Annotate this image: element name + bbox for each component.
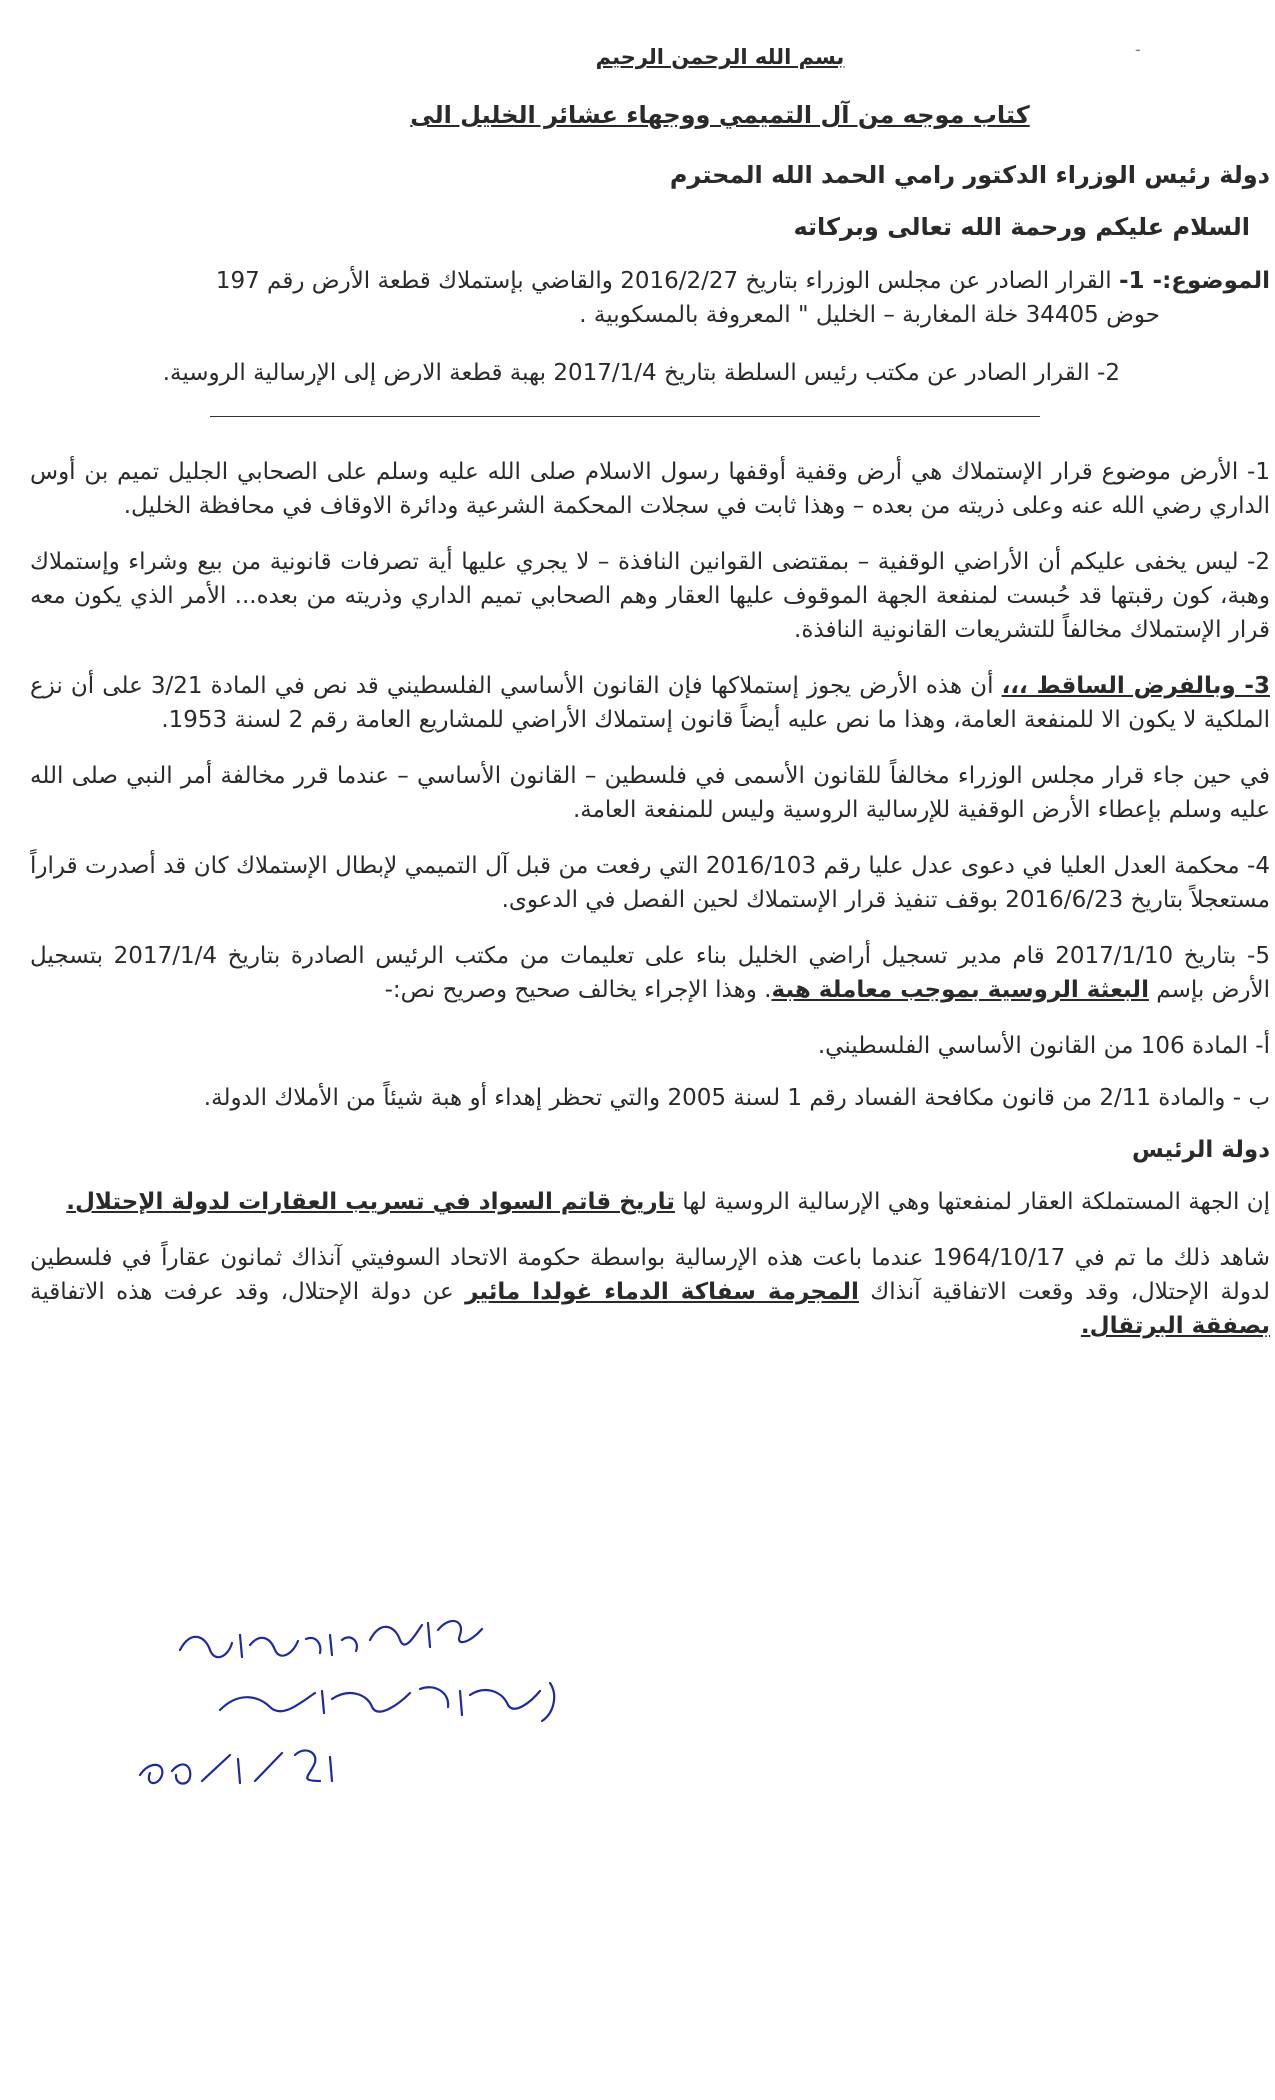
subject-item-2: 2- القرار الصادر عن مكتب رئيس السلطة بتاريخ 2017/1/4 بهبة قطعة الارض إلى الإرسالية الروسية. xyxy=(162,360,1120,386)
subject-item-1-line-2: حوض 34405 خلة المغاربة – الخليل " المعروفة بالمسكوبية . xyxy=(579,302,1160,328)
subject-block xyxy=(30,264,1270,332)
letter-content xyxy=(30,40,1270,1365)
paragraph-5: 4- محكمة العدل العليا في دعوى عدل عليا رقم 2016/103 التي رفعت من قبل آل التميمي لإبطال الإستملاك كان قد أصدرت قراراً مستعجلاً بتاريخ 2016/6/23 بوقف تنفيذ قرار الإستملاك لحين الفصل في الدعوى. xyxy=(30,853,1270,913)
divider-line xyxy=(210,416,1040,417)
corner-mark: - xyxy=(1135,40,1141,59)
paragraph-7-text-a: إن الجهة المستملكة العقار لمنفعتها وهي الإرسالية الروسية لها xyxy=(674,1189,1270,1215)
paragraph-6-text-c: . وهذا الإجراء يخالف صحيح وصريح نص:- xyxy=(384,977,772,1003)
list-item-a: أ- المادة 106 من القانون الأساسي الفلسطيني. xyxy=(817,1033,1270,1059)
recipient-line: دولة رئيس الوزراء الدكتور رامي الحمد الله المحترم xyxy=(669,161,1270,189)
subject-label: الموضوع:- 1- xyxy=(1118,268,1270,294)
section-heading: دولة الرئيس xyxy=(1131,1137,1270,1163)
letter-title: كتاب موجه من آل التميمي ووجهاء عشائر الخليل الى xyxy=(410,101,1030,129)
paragraph-8-text-a: شاهد ذلك ما تم في 1964/10/17 عندما باعت هذه الإرسالية بواسطة حكومة الاتحاد السوفيتي آنذاك ثمانون عقاراً في فلسطين لدولة الإحتلال، وقد وقعت الاتفاقية آنذاك xyxy=(30,1245,1271,1305)
paragraph-6-emphasis: البعثة الروسية بموجب معاملة هبة xyxy=(771,977,1149,1003)
paragraph-8-text-c: عن دولة الإحتلال، وقد عرفت هذه الاتفاقية xyxy=(30,1279,466,1305)
paragraph-7 xyxy=(30,1185,1270,1219)
list-item-b: ب - والمادة 2/11 من قانون مكافحة الفساد رقم 1 لسنة 2005 والتي تحظر إهداء أو هبة شيئاً من الأملاك الدولة. xyxy=(203,1085,1270,1111)
paragraph-3 xyxy=(30,669,1270,737)
greeting-line: السلام عليكم ورحمة الله تعالى وبركاته xyxy=(793,213,1250,241)
paragraph-8 xyxy=(30,1241,1270,1343)
basmala: بسم الله الرحمن الرحيم xyxy=(595,45,845,69)
paragraph-3-text: أن هذه الأرض يجوز إستملاكها فإن القانون الأساسي الفلسطيني قد نص في المادة 3/21 على أن نزع الملكية لا يكون الا للمنفعة العامة، وهذا ما نص عليه أيضاً قانون إستملاك الأراضي للمشاريع العامة رقم 2 لسنة 1953. xyxy=(30,673,1270,733)
subject-item-1-line-1: القرار الصادر عن مجلس الوزراء بتاريخ 2016/2/27 والقاضي بإستملاك قطعة الأرض رقم 197 xyxy=(215,268,1112,294)
paragraph-2: 2- ليس يخفى عليكم أن الأراضي الوقفية – بمقتضى القوانين النافذة – لا يجري عليها أية تصرفات قانونية من بيع وشراء وإستملاك وهبة، كون رقبتها قد حُبست لمنفعة الجهة الموقوف عليها العقار وهم الصحابي تميم الداري وذريته من بعده... الأمر الذي يكون معه قرار الإستملاك مخالفاً للتشريعات القانونية النافذة. xyxy=(30,549,1270,643)
paragraph-1: 1- الأرض موضوع قرار الإستملاك هي أرض وقفية أوقفها رسول الاسلام صلى الله عليه وسلم على الصحابي الجليل تميم بن أوس الداري رضي الله عنه وعلى ذريته من بعده – وهذا ثابت في سجلات المحكمة الشرعية ودائرة الاوقاف في محافظة الخليل. xyxy=(30,459,1270,519)
paragraph-4: في حين جاء قرار مجلس الوزراء مخالفاً للقانون الأسمى في فلسطين – القانون الأساسي – عندما قرر مخالفة أمر النبي صلى الله عليه وسلم بإعطاء الأرض الوقفية للإرسالية الروسية وليس للمنفعة العامة. xyxy=(30,763,1270,823)
paragraph-6 xyxy=(30,939,1270,1007)
paragraph-8-emphasis-1: المجرمة سفاكة الدماء غولدا مائير xyxy=(465,1279,859,1305)
paragraph-6-text-a: 5- بتاريخ 2017/1/10 قام مدير تسجيل أراضي الخليل بناء على تعليمات من مكتب الرئيس الصادرة بتاريخ 2017/1/4 بتسجيل الأرض بإسم xyxy=(30,943,1270,1003)
paragraph-7-emphasis: تاريخ قاتم السواد في تسريب العقارات لدولة الإحتلال. xyxy=(66,1189,675,1215)
handwritten-receipt-signature xyxy=(110,1595,570,1795)
paragraph-3-lead: 3- وبالفرض الساقط ،،، xyxy=(1001,673,1270,699)
paragraph-8-emphasis-2: بصفقة البرتقال. xyxy=(1080,1313,1270,1339)
